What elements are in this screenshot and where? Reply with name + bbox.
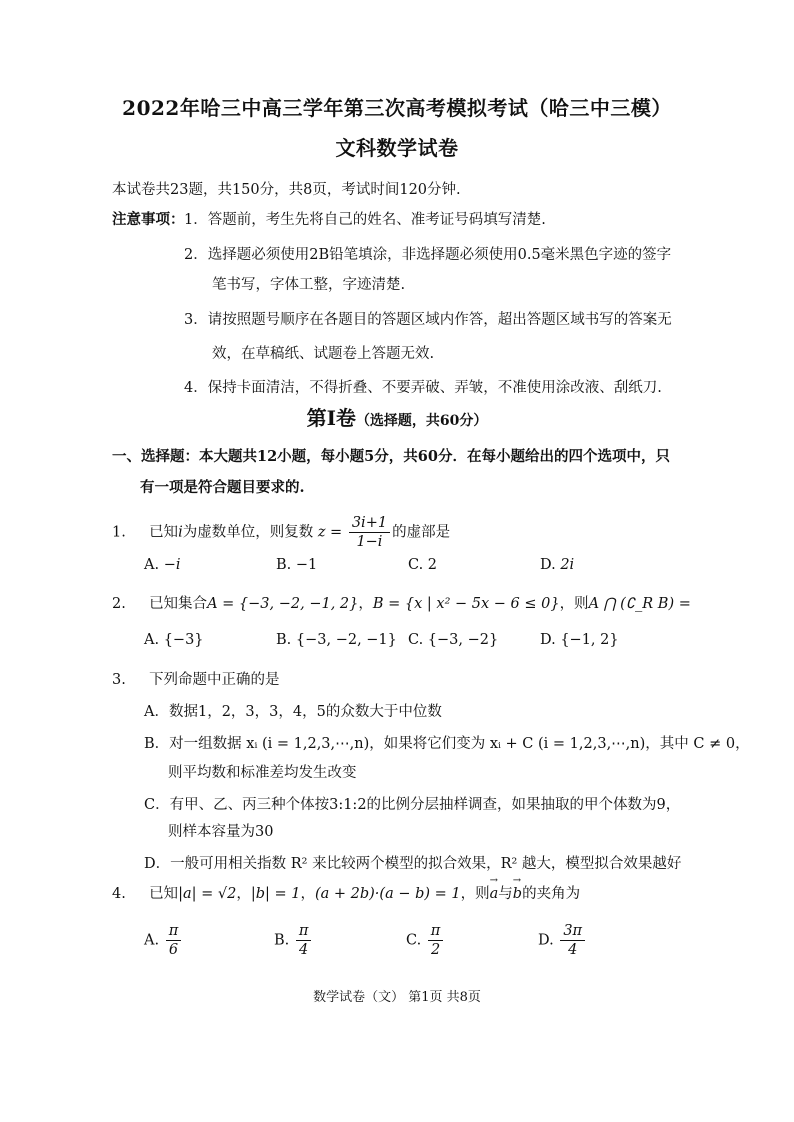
q4-option-c-label: C.	[406, 932, 422, 949]
question-4-cond-2: |b| = 1	[250, 886, 301, 902]
q4-option-d-fraction	[560, 922, 585, 959]
notes-label: 注意事项：	[112, 211, 185, 228]
question-2-expr: A ⋂ (∁_R B) =	[588, 596, 691, 612]
q1-option-b-value: −1	[295, 557, 318, 573]
page-footer: 数学试卷（文） 第1页 共8页	[313, 990, 481, 1005]
section-title: 第Ⅰ卷	[306, 406, 356, 430]
q3-option-b: B．对一组数据 xᵢ (i = 1,2,3,⋯,n)，如果将它们变为 xᵢ + C (i = 1,2,3,⋯,n)，其中 C ≠ 0，	[144, 736, 750, 752]
question-4-vector-b: → b	[513, 886, 522, 902]
question-4-cond-3: (a + 2b)·(a − b) = 1	[314, 886, 461, 902]
q2-option-d-label: D.	[540, 632, 556, 648]
q1-option-a-label: A.	[144, 557, 160, 573]
q3-option-a: A．数据1，2，3，3，4，5的众数大于中位数	[144, 704, 442, 720]
q1-option-a-value: −i	[163, 557, 181, 573]
question-1-fraction	[349, 514, 390, 551]
q4-option-d-label: D.	[538, 932, 554, 949]
note-item-2-cont: 笔书写，字体工整，字迹清楚.	[212, 277, 406, 293]
q3-option-c-cont: 则样本容量为30	[168, 824, 274, 840]
question-2-mid: ，则	[559, 596, 589, 612]
question-2-set-b: B = {x | x² − 5x − 6 ≤ 0}	[372, 596, 560, 612]
q4-option-d-denominator: 4	[568, 942, 578, 958]
q4-option-a-label: A.	[144, 932, 160, 949]
q4-option-c-fraction	[428, 922, 444, 959]
question-4-cond-1: |a| = √2	[178, 886, 237, 902]
note-item-4: 4．保持卡面清洁，不得折叠、不要弄破、弄皱，不准使用涂改液、刮纸刀.	[184, 380, 662, 396]
question-2-number: 2.	[112, 596, 126, 612]
part1-instruction-line1: 一、选择题：本大题共12小题，每小题5分，共60分．在每小题给出的四个选项中，只	[112, 448, 670, 465]
q4-option-b-denominator: 4	[299, 942, 309, 958]
question-1-denominator: 1−i	[356, 534, 383, 550]
note-item-1: 1．答题前，考生先将自己的姓名、准考证号码填写清楚.	[184, 212, 546, 228]
q1-option-a	[144, 557, 181, 573]
question-3-number: 3.	[112, 672, 126, 688]
question-4-sep-1: ，	[236, 886, 251, 902]
note-item-3: 3．请按照题号顺序在各题目的答题区域内作答，超出答题区域书写的答案无	[184, 312, 672, 328]
q1-option-d-value: 2i	[560, 557, 575, 573]
q1-option-d-label: D.	[540, 557, 556, 573]
question-1-z: z	[317, 524, 326, 541]
question-1-i: i	[178, 524, 183, 541]
question-3-stem: 下列命题中正确的是	[149, 672, 280, 688]
q2-option-a	[144, 632, 204, 648]
q2-option-a-value: {−3}	[163, 632, 204, 648]
question-2-pre: 已知集合	[149, 596, 208, 612]
q4-option-b-fraction	[296, 922, 312, 959]
question-2	[112, 592, 691, 613]
q4-option-c	[406, 922, 445, 959]
q4-option-d-numerator: 3π	[560, 922, 585, 941]
q4-option-c-numerator: π	[428, 922, 444, 941]
section-heading	[0, 402, 794, 431]
q3-option-b-cont: 则平均数和标准差均发生改变	[168, 765, 357, 781]
question-2-set-a: A = {−3, −2, −1, 2}	[207, 596, 359, 612]
question-3	[112, 668, 280, 689]
q4-option-d	[538, 922, 587, 959]
q4-option-b	[274, 922, 313, 959]
question-1-numerator: 3i+1	[349, 514, 390, 533]
question-1-pre: 已知	[149, 524, 179, 541]
q3-option-c: C．有甲、乙、丙三种个体按3:1:2的比例分层抽样调查，如果抽取的甲个体数为9，	[144, 797, 681, 813]
exam-title: 2022年哈三中高三学年第三次高考模拟考试（哈三中三模）	[122, 96, 672, 120]
q1-option-c-label: C.	[408, 557, 424, 573]
q4-option-a-denominator: 6	[168, 942, 179, 958]
q1-option-d	[540, 557, 574, 573]
question-4-sep-2: ，	[300, 886, 315, 902]
question-4-pre: 已知	[149, 886, 179, 902]
q2-option-c-label: C.	[408, 632, 424, 648]
note-item-3-cont: 效，在草稿纸、试题卷上答题无效.	[212, 346, 435, 362]
question-1-eq: =	[325, 524, 347, 541]
q2-option-d	[540, 632, 619, 648]
q1-option-b	[276, 557, 317, 573]
q2-option-b-label: B.	[276, 632, 292, 648]
question-4	[112, 882, 580, 903]
q1-option-c	[408, 557, 437, 573]
intro-text: 本试卷共23题，共150分，共8页，考试时间120分钟.	[112, 182, 461, 198]
question-4-mid: ，则	[460, 886, 490, 902]
q4-option-c-denominator: 2	[430, 942, 441, 958]
q2-option-b	[276, 632, 397, 648]
q1-option-b-label: B.	[276, 557, 292, 573]
question-4-post: 的夹角为	[522, 886, 581, 902]
section-note: （选择题，共60分）	[355, 413, 488, 429]
question-4-vector-a: → a	[490, 886, 499, 902]
q2-option-c	[408, 632, 498, 648]
q2-option-d-value: {−1, 2}	[560, 632, 619, 648]
question-1-number: 1.	[112, 524, 126, 541]
q2-option-a-label: A.	[144, 632, 160, 648]
q4-option-b-label: B.	[274, 932, 290, 949]
question-1-post: 的虚部是	[392, 524, 451, 541]
q3-option-d: D．一般可用相关指数 R² 来比较两个模型的拟合效果，R² 越大，模型拟合效果越好	[144, 856, 682, 872]
exam-subtitle: 文科数学试卷	[335, 136, 459, 160]
note-item-2: 2．选择题必须使用2B铅笔填涂，非选择题必须使用0.5毫米黑色字迹的签字	[184, 247, 672, 263]
q4-option-b-numerator: π	[296, 922, 312, 941]
question-1-mid: 为虚数单位，则复数	[182, 524, 314, 541]
q4-option-a	[144, 922, 183, 959]
question-1	[112, 514, 450, 551]
q4-option-a-numerator: π	[166, 922, 182, 941]
q1-option-c-value: 2	[427, 557, 438, 573]
question-4-and: 与	[498, 886, 513, 902]
part1-instruction-line2: 有一项是符合题目要求的.	[140, 479, 305, 496]
question-2-sep: ，	[358, 596, 373, 612]
q4-option-a-fraction	[166, 922, 182, 959]
q2-option-c-value: {−3, −2}	[427, 632, 499, 648]
q2-option-b-value: {−3, −2, −1}	[295, 632, 397, 648]
question-4-number: 4.	[112, 886, 126, 902]
